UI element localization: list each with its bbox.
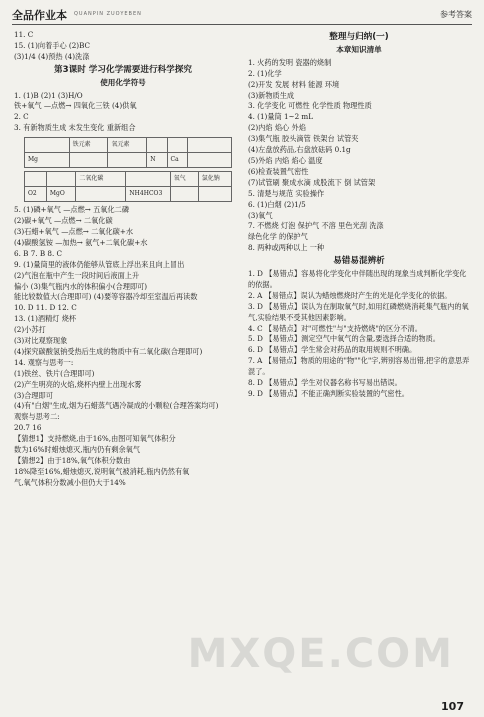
- book-title-pinyin: QUANPIN ZUOYEBEN: [74, 11, 142, 17]
- lesson-subtitle: 使用化学符号: [100, 77, 146, 87]
- summary-title: 整理与归纳(一): [329, 32, 389, 42]
- answer-line: (3)新物质生成: [248, 90, 295, 100]
- answer-line: (4)有"白烟"生成,烟为石蜡蒸气遇冷凝成的小颗粒(合理答案均可): [14, 401, 219, 411]
- element-table: [24, 137, 232, 168]
- answer-line: (2)开发 发展 材料 能源 环境: [248, 79, 340, 89]
- answer-line: 7. 不燃烧 灯泡 保护气 不溶 里色光刮 洗涤: [248, 221, 384, 231]
- table-cell: N: [147, 153, 167, 168]
- table-cell: MgO: [46, 187, 76, 202]
- answer-line: 10. D 11. D 12. C: [14, 303, 77, 313]
- answer-line: (2)小苏打: [14, 325, 46, 335]
- answer-line: 数为16%时蜡烛熄灭,瓶内仍有剩余氧气: [14, 445, 141, 455]
- table-cell: 氯化钠: [198, 172, 231, 187]
- answer-line: 5. 清楚与规范 实验操作: [248, 188, 325, 198]
- answer-line: (2)产生明亮的火焰,烧杯内壁上出现水雾: [14, 379, 142, 389]
- answer-paragraph: 6. D 【易错点】学生常会对药品的取用规则不明确。: [248, 345, 417, 355]
- answer-line: 1. (1)B (2)1 (3)H/O: [14, 90, 83, 100]
- answer-paragraph: 7. A 【易错点】物质的用途的"物""化"字,辨别容易出错,把字的意思弄混了。: [248, 356, 470, 377]
- answer-line: (3)合理即可: [14, 390, 53, 400]
- page-header: [12, 6, 472, 25]
- answer-paragraph: 5. D 【易错点】测定空气中氧气的含量,要选择合适的物质。: [248, 334, 440, 344]
- answer-paragraph: 9. D 【易错点】不能正确判断实验装置的气密性。: [248, 389, 409, 398]
- table-cell: O2: [25, 187, 47, 202]
- answer-line: 8. 两种或两种以上 一种: [248, 243, 325, 253]
- answer-line: 6. (1)白烟 (2)1/5: [248, 199, 306, 209]
- compound-table: [24, 171, 232, 202]
- answer-line: 【猜想1】支持燃烧,由于16%,由图可知氧气体积分: [14, 434, 176, 444]
- answer-line: (2)气泡在瓶中产生一段时间后液面上升: [14, 270, 140, 280]
- answer-line: 1. 火药的发明 瓷器的烧制: [248, 57, 332, 67]
- answer-line: (4)左盘放药品,右盘放砝码 0.1g: [248, 145, 351, 155]
- watermark: MXQE.COM: [187, 631, 454, 677]
- answer-line: 【猜想2】由于18%,氧气体积分数由: [14, 456, 131, 465]
- table-cell: Mg: [25, 153, 70, 168]
- answer-line: 能比较数值大(合理即可) (4)要等容器冷却至室温后再读数: [14, 292, 198, 302]
- answer-line: 铁+氧气 —点燃→ 四氧化三铁 (4)供氧: [14, 101, 137, 111]
- left-column: [14, 30, 232, 489]
- answer-line: (4)探究碳酸氢钠受热后生成的物质中有二氧化碳(合理即可): [14, 346, 203, 356]
- answer-line: (6)检查装置气密性: [248, 166, 309, 176]
- table-cell: 氧气: [170, 172, 198, 187]
- answer-line: 3. 化学变化 可燃性 化学性质 物理性质: [248, 101, 372, 111]
- section-label: 参考答案: [440, 10, 472, 19]
- answer-line: (7)试管刷 聚成水滴 成股流下 倒 试管架: [248, 177, 376, 187]
- answer-line: (1)铁丝、铁片(合理即可): [14, 368, 95, 378]
- table-cell: 二氧化碳: [76, 172, 126, 187]
- answer-line: 11. C: [14, 30, 34, 39]
- answer-line: 观察与思考二:: [14, 412, 60, 422]
- answer-line: 20.7 16: [14, 423, 42, 433]
- answer-line: (3)石蜡+氧气 —点燃→ 二氧化碳+水: [14, 226, 134, 236]
- answer-paragraph: 2. A 【易错点】误认为蜡烛燃烧时产生的光是化学变化的依据。: [248, 290, 452, 300]
- right-column: [248, 30, 470, 400]
- answer-paragraph: 3. D 【易错点】误认为在制取氧气时,如用红磷燃烧消耗集气瓶内的氧气,实验结果不受其他因素影响。: [248, 301, 469, 322]
- answer-line: 15. (1)向着手心 (2)BC: [14, 40, 91, 50]
- table-cell: Ca: [167, 153, 188, 168]
- answer-line: (3)1/4 (4)预热 (4)洗涤: [14, 51, 90, 61]
- answer-line: (4)碳酸氢铵 —加热→ 氨气+二氧化碳+水: [14, 237, 148, 247]
- page-number: 107: [441, 700, 464, 713]
- answer-line: 13. (1)酒精灯 烧杯: [14, 314, 77, 324]
- table-cell: 氧元素: [108, 138, 147, 153]
- answer-paragraph: 8. D 【易错点】学生对仪器名称书写易出错误。: [248, 378, 402, 388]
- error-analysis-title: 易错易混辨析: [333, 256, 385, 267]
- answer-line: 2. C: [14, 112, 29, 122]
- answer-paragraph: 4. C 【易错点】对"可燃性"与"支持燃烧"的区分不清。: [248, 323, 422, 333]
- answer-paragraph: 1. D 【易错点】容易将化学变化中伴随出现的现象当成判断化学变化的依据。: [248, 269, 467, 289]
- answer-line: 3. 有新物质生成 未发生变化 重新组合: [14, 123, 136, 133]
- lesson-title: 第3课时 学习化学需要进行科学探究: [54, 64, 192, 75]
- answer-line: 2. (1)化学: [248, 68, 282, 78]
- answer-line: (2)碳+氧气 —点燃→ 二氧化碳: [14, 216, 113, 226]
- answer-line: 偏小 (3)集气瓶内水的体积偏小(合理即可): [14, 281, 148, 291]
- book-title: 全品作业本: [12, 9, 67, 22]
- answer-line: 4. (1)量筒 1~2 mL: [248, 112, 314, 122]
- answer-line: 14. 观察与思考一:: [14, 357, 74, 367]
- answer-line: (2)内焰 焰心 外焰: [248, 123, 306, 133]
- answer-line: (3)氧气: [248, 210, 273, 220]
- answer-line: (5)外焰 内焰 焰心 温度: [248, 155, 323, 165]
- table-cell: 铁元素: [69, 138, 108, 153]
- answer-line: 气,氧气体积分数减小但仍大于14%: [14, 477, 126, 487]
- answer-line: 绿色化学 的保护气: [248, 232, 308, 242]
- answer-line: (3)对比观察现象: [14, 336, 68, 346]
- table-cell: NH4HCO3: [126, 187, 170, 202]
- answer-line: 18%降至16%,蜡烛熄灭,说明氧气被消耗,瓶内仍然有氧: [14, 466, 190, 476]
- answer-line: 5. (1)磷+氧气 —点燃→ 五氧化二磷: [14, 205, 130, 215]
- answer-line: 6. B 7. B 8. C: [14, 248, 63, 258]
- answer-line: (3)集气瓶 胶头滴管 铁架台 试管夹: [248, 134, 359, 144]
- answer-line: 9. (1)量筒里的液体仍能够从管底上浮出来且向上冒出: [14, 259, 185, 269]
- knowledge-list-title: 本章知识清单: [336, 44, 382, 54]
